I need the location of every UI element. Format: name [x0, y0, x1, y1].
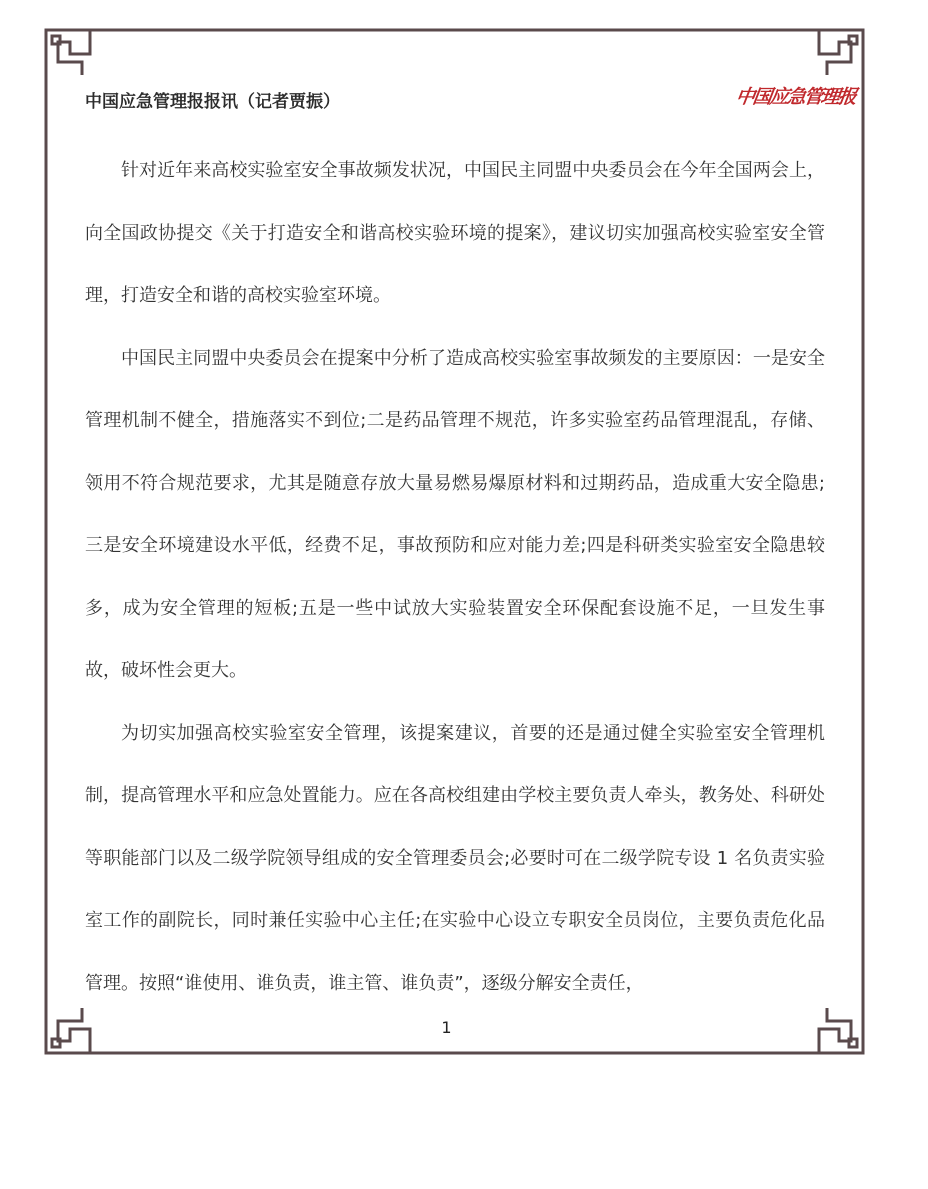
paragraph: 中国民主同盟中央委员会在提案中分析了造成高校实验室事故频发的主要原因：一是安全管理机制不健全，措施落实不到位;二是药品管理不规范，许多实验室药品管理混乱，存储、领用不符合规范要求，尤其是随意存放大量易燃易爆原材料和过期药品，造成重大安全隐患;三是安全环境建设水平低，经费不足，事故预防和应对能力差;四是科研类实验室安全隐患较多，成为安全管理的短板;五是一些中试放大实验装置安全环保配套设施不足，一旦发生事故，破坏性会更大。: [85, 347, 825, 681]
paragraph: 为切实加强高校实验室安全管理，该提案建议，首要的还是通过健全实验室安全管理机制，提高管理水平和应急处置能力。应在各高校组建由学校主要负责人牵头，教务处、科研处等职能部门以及二级学院领导组成的安全管理委员会;必要时可在二级学院专设 1 名负责实验室工作的副院长，同时兼任实验中心主任;在实验中心设立专职安全员岗位，主要负责危化品管理。按照“谁使用、谁负责，谁主管、谁负责”，逐级分解安全责任，: [85, 722, 825, 994]
article-byline: 中国应急管理报报讯（记者贾振）: [85, 92, 340, 112]
page-number: 1: [441, 1018, 452, 1037]
newspaper-logo: 中国应急管理报: [734, 86, 857, 108]
corner-ornament-top-left: [46, 30, 90, 75]
article-body: [85, 140, 825, 1015]
paragraph: 针对近年来高校实验室安全事故频发状况，中国民主同盟中央委员会在今年全国两会上，向全国政协提交《关于打造安全和谐高校实验环境的提案》，建议切实加强高校实验室安全管理，打造安全和谐的高校实验室环境。: [85, 160, 825, 306]
